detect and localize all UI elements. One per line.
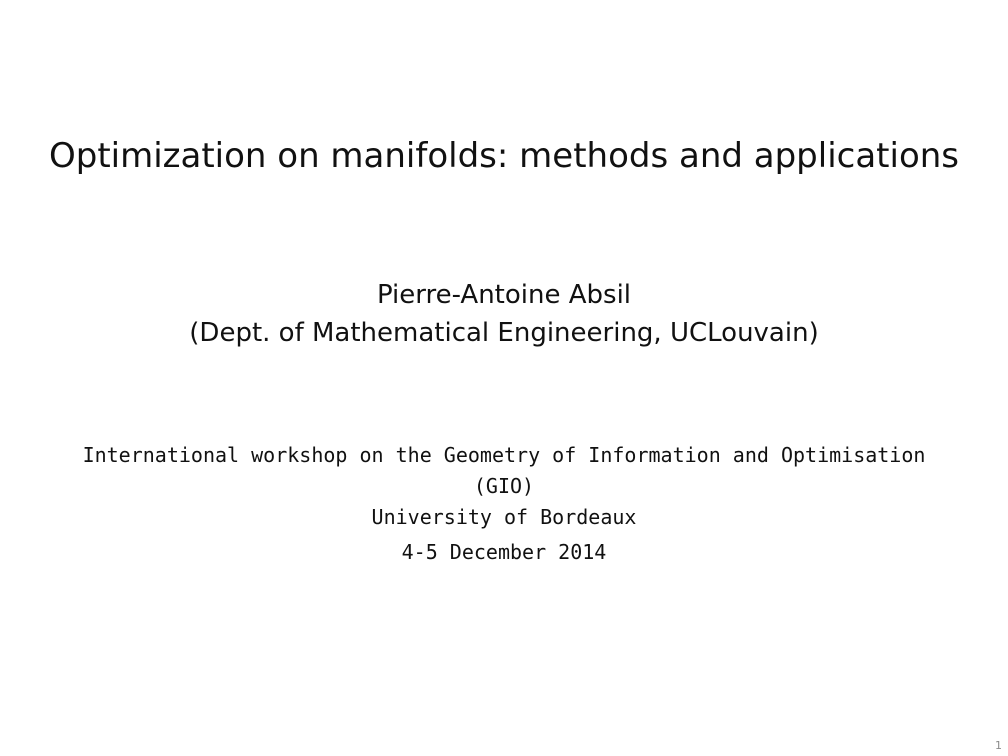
- event-block: [0, 440, 1008, 533]
- author-affiliation: (Dept. of Mathematical Engineering, UCLouvain): [189, 318, 819, 348]
- page-number: 1: [995, 739, 1002, 752]
- author-block: [0, 276, 1008, 352]
- event-venue: University of Bordeaux: [371, 505, 637, 529]
- author-name: Pierre-Antoine Absil: [376, 280, 632, 310]
- event-name-line2: (GIO): [473, 474, 535, 498]
- slide-title: Optimization on manifolds: methods and applications: [48, 136, 960, 176]
- event-date: 4-5 December 2014: [401, 540, 607, 564]
- event-name-line1: International workshop on the Geometry of Information and Optimisation: [82, 443, 926, 467]
